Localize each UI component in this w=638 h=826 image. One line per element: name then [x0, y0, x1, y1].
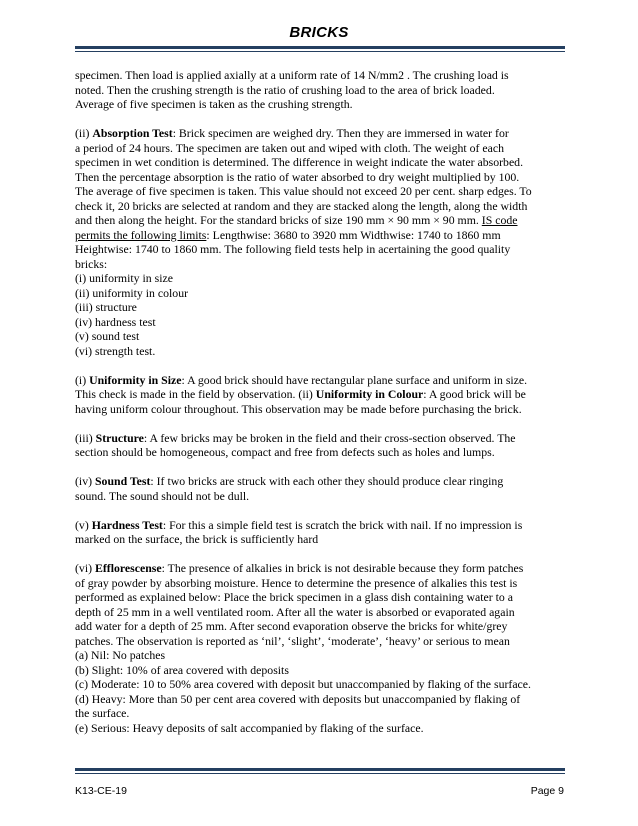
- section-heading: Structure: [95, 430, 144, 445]
- text-line: [75, 387, 567, 402]
- page-header-title: BRICKS: [289, 24, 349, 41]
- text-run: : For this a simple field test is scratch the brick with nail. If no impression is: [162, 517, 523, 532]
- text-line: marked on the surface, the brick is sufficiently hard: [75, 532, 319, 546]
- text-line: The average of five specimen is taken. This value should not exceed 20 per cent. sharp edges. To: [75, 184, 532, 198]
- list-item: (b) Slight: 10% of area covered with deposits: [75, 662, 289, 677]
- footer-page-number: Page 9: [530, 785, 564, 797]
- list-item: (iii) structure: [75, 300, 137, 314]
- list-item: (vi) strength test.: [75, 343, 156, 358]
- paragraph-absorption-test: [75, 126, 567, 358]
- text-line: specimen in wet condition is determined. The difference in weight indicate the water absorbed.: [75, 155, 524, 169]
- list-item: (i) uniformity in size: [75, 271, 173, 285]
- section-heading: Uniformity in Size: [89, 372, 182, 387]
- text-run: : A good brick will be: [423, 387, 526, 401]
- text-line: Average of five specimen is taken as the crushing strength.: [75, 97, 353, 111]
- list-item: (iv) hardness test: [75, 314, 156, 329]
- text-run: and then along the height. For the standard bricks of size 190 mm × 90 mm × 90 mm.: [75, 213, 482, 227]
- text-line: performed as explained below: Place the brick specimen in a glass dish containing water to a: [75, 590, 513, 604]
- text-run: : The presence of alkalies in brick is not desirable because they form patches: [161, 561, 524, 575]
- item-number: (iii): [75, 430, 96, 445]
- paragraph-efflorescense: [75, 561, 567, 735]
- paragraph-structure: [75, 431, 567, 460]
- text-line: sound. The sound should not be dull.: [75, 488, 250, 503]
- header-rule-thick: [75, 46, 565, 49]
- text-run: This check is made in the field by observation. (ii): [75, 387, 316, 401]
- footer-rule-thin: [75, 773, 565, 774]
- header-rule-thin: [75, 51, 565, 52]
- text-line: [75, 561, 567, 576]
- footer-rule-thick: [75, 768, 565, 771]
- paragraph-sound-test: [75, 474, 567, 503]
- text-line: noted. Then the crushing strength is the ratio of crushing load to the area of brick loaded.: [75, 82, 495, 97]
- item-number: (iv): [75, 474, 95, 488]
- text-run: : A good brick should have rectangular plane surface and uniform in size.: [181, 372, 528, 387]
- text-line: [75, 373, 567, 388]
- text-run: : If two bricks are struck with each other they should produce clear ringing: [150, 474, 504, 488]
- item-number: (v): [75, 517, 92, 532]
- text-line: Heightwise: 1740 to 1860 mm. The following field tests help in acertaining the good quality: [75, 242, 511, 256]
- list-item: (c) Moderate: 10 to 50% area covered with deposit but unaccompanied by flaking of the surface.: [75, 677, 531, 691]
- list-item: (d) Heavy: More than 50 per cent area covered with deposits but unaccompanied by flaking of: [75, 691, 521, 706]
- item-number: (i): [75, 372, 90, 387]
- text-run: : A few bricks may be broken in the field and their cross-section observed. The: [143, 430, 516, 445]
- item-number: (vi): [75, 561, 95, 575]
- text-line: specimen. Then load is applied axially at a uniform rate of 14 N/mm2 . The crushing load is: [75, 68, 509, 82]
- text-run: : Lengthwise: 3680 to 3920 mm Widthwise: 1740 to 1860 mm: [206, 227, 501, 242]
- text-line: bricks:: [75, 256, 108, 271]
- item-number: (ii): [75, 126, 93, 140]
- footer-course-code: K13-CE-19: [75, 785, 127, 797]
- text-line: check it, 20 bricks are selected at random and they are stacked along the length, along the width: [75, 198, 528, 213]
- paragraph-crushing-strength: [75, 68, 567, 112]
- text-line: add water for a depth of 25 mm. After second evaporation observe the bricks for white/grey: [75, 619, 508, 633]
- text-line: [75, 518, 567, 533]
- text-line: [75, 431, 567, 446]
- text-line: a period of 24 hours. The specimen are taken out and wiped with cloth. The weight of each: [75, 140, 505, 155]
- text-line: depth of 25 mm in a well ventilated room. After all the water is absorbed or evaporated again: [75, 604, 515, 619]
- text-line: [75, 228, 567, 243]
- text-line: [75, 213, 567, 228]
- section-heading: Uniformity in Colour: [315, 387, 424, 401]
- text-line: [75, 474, 567, 489]
- list-item: (a) Nil: No patches: [75, 648, 166, 662]
- page-body: [75, 68, 567, 750]
- text-line: Then the percentage absorption is the ratio of water absorbed to dry weight multiplied by 100.: [75, 169, 520, 184]
- list-item: (e) Serious: Heavy deposits of salt accompanied by flaking of the surface.: [75, 720, 424, 735]
- text-line: [75, 126, 567, 141]
- list-item: (ii) uniformity in colour: [75, 285, 189, 300]
- list-item: (v) sound test: [75, 329, 140, 343]
- text-line: section should be homogeneous, compact and free from defects such as holes and lumps.: [75, 445, 495, 459]
- paragraph-hardness-test: [75, 518, 567, 547]
- list-item: the surface.: [75, 706, 130, 720]
- text-run: : Brick specimen are weighed dry. Then they are immersed in water for: [172, 126, 509, 140]
- text-line: of gray powder by absorbing moisture. Hence to determine the presence of alkalies this test is: [75, 575, 518, 590]
- underlined-text: IS code: [481, 213, 518, 227]
- text-line: having uniform colour throughout. This observation may be made before purchasing the brick.: [75, 401, 522, 416]
- section-heading: Sound Test: [94, 474, 151, 488]
- section-heading: Hardness Test: [91, 517, 163, 532]
- paragraph-uniformity: [75, 373, 567, 417]
- section-heading: Absorption Test: [92, 126, 173, 140]
- underlined-text: permits the following limits: [75, 227, 207, 242]
- text-line: patches. The observation is reported as ‘nil’, ‘slight’, ‘moderate’, ‘heavy’ or serious to mean: [75, 633, 510, 648]
- section-heading: Efflorescense: [94, 561, 162, 575]
